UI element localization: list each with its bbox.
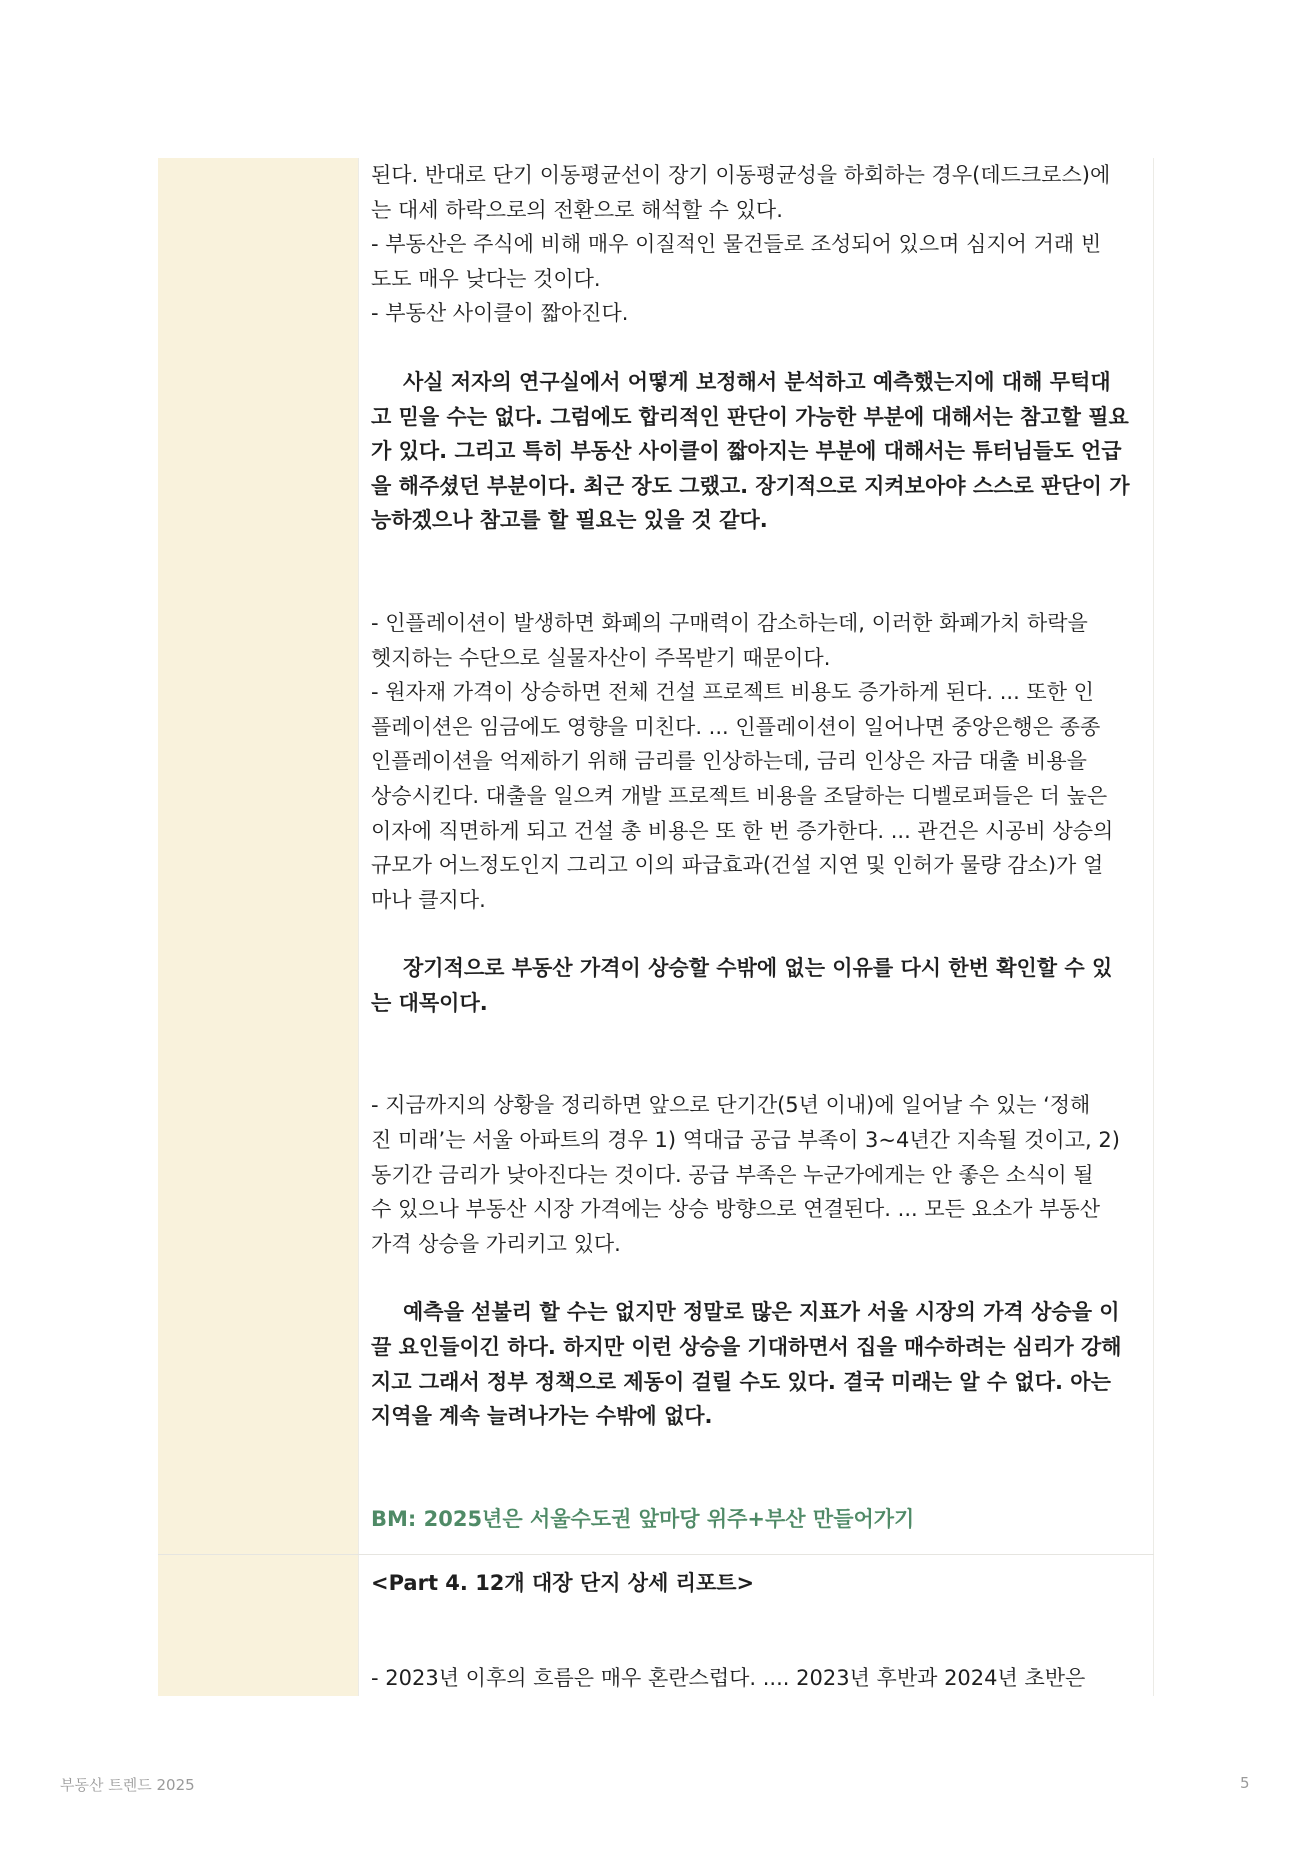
text-line: - 원자재 가격이 상승하면 전체 건설 프로젝트 비용도 증가하게 된다. ... 또한 인 <box>371 680 1094 705</box>
text-line: 플레이션은 임금에도 영향을 미친다. ... 인플레이션이 일어나면 중앙은행은 종종 <box>371 714 1101 739</box>
column-divider <box>358 158 359 1696</box>
text-line: 능하겠으나 참고를 할 필요는 있을 것 같다. <box>371 508 768 533</box>
paragraph-moving-average <box>371 158 1141 331</box>
text-line: 동기간 금리가 낮아진다는 것이다. 공급 부족은 누군가에게는 안 좋은 소식이 될 <box>371 1162 1094 1187</box>
part-title-text: <Part 4. 12개 대장 단지 상세 리포트> <box>371 1571 755 1595</box>
paragraph-future <box>371 1088 1141 1261</box>
text-line: 끌 요인들이긴 하다. 하지만 이런 상승을 기대하면서 집을 매수하려는 심리가 강해 <box>371 1335 1122 1360</box>
label-column <box>158 158 358 1696</box>
text-line: 는 대목이다. <box>371 990 488 1015</box>
text-line: 지역을 계속 늘려나가는 수밖에 없다. <box>371 1404 713 1429</box>
text-line: 이자에 직면하게 되고 건설 총 비용은 또 한 번 증가한다. ... 관건은 시공비 상승의 <box>371 818 1114 843</box>
text-line: 도도 매우 낮다는 것이다. <box>371 266 601 291</box>
notes-content <box>371 158 1141 1536</box>
text-line: 고 믿을 수는 없다. 그럼에도 합리적인 판단이 가능한 부분에 대해서는 참고할 필요 <box>371 404 1129 429</box>
text-line: - 지금까지의 상황을 정리하면 앞으로 단기간(5년 이내)에 일어날 수 있는 ‘정해 <box>371 1093 1091 1118</box>
text-line: - 2023년 이후의 흐름은 매우 혼란스럽다. .... 2023년 후반과 2024년 초반은 <box>371 1665 1086 1690</box>
text-line: - 인플레이션이 발생하면 화폐의 구매력이 감소하는데, 이러한 화폐가치 하락을 <box>371 610 1088 635</box>
text-line: 진 미래’는 서울 아파트의 경우 1) 역대급 공급 부족이 3~4년간 지속될 것이고, 2) <box>371 1128 1120 1153</box>
footer-title: 부동산 트렌드 2025 <box>60 1776 195 1794</box>
part4-content <box>371 1566 1141 1695</box>
notes-table <box>158 158 1154 1696</box>
bm-line <box>371 1502 1141 1537</box>
text-line: 된다. 반대로 단기 이동평균선이 장기 이동평균성을 하회하는 경우(데드크로스)에 <box>371 163 1111 187</box>
text-line: 마나 클지다. <box>371 887 486 912</box>
table-right-border <box>1153 158 1154 1696</box>
text-line: 인플레이션을 억제하기 위해 금리를 인상하는데, 금리 인상은 자금 대출 비용을 <box>371 749 1087 774</box>
text-line: 장기적으로 부동산 가격이 상승할 수밖에 없는 이유를 다시 한번 확인할 수 있 <box>403 956 1113 981</box>
text-line: 헷지하는 수단으로 실물자산이 주목받기 때문이다. <box>371 645 831 670</box>
text-line: 상승시킨다. 대출을 일으켜 개발 프로젝트 비용을 조달하는 디벨로퍼들은 더 높은 <box>371 783 1108 808</box>
text-line: - 부동산은 주식에 비해 매우 이질적인 물건들로 조성되어 있으며 심지어 거래 빈 <box>371 232 1102 257</box>
commentary-forecast <box>371 1295 1141 1433</box>
text-line: - 부동산 사이클이 짧아진다. <box>371 301 629 326</box>
text-line: 는 대세 하락으로의 전환으로 해석할 수 있다. <box>371 197 783 222</box>
text-line: 규모가 어느정도인지 그리고 이의 파급효과(건설 지연 및 인허가 물량 감소)가 얼 <box>371 853 1104 878</box>
text-line: 사실 저자의 연구실에서 어떻게 보정해서 분석하고 예측했는지에 대해 무턱대 <box>403 369 1111 394</box>
text-line: 지고 그래서 정부 정책으로 제동이 걸릴 수도 있다. 결국 미래는 알 수 없다. 아는 <box>371 1369 1111 1394</box>
page-number: 5 <box>1240 1774 1250 1792</box>
commentary-cycle <box>371 365 1141 538</box>
text-line: 예측을 섣불리 할 수는 없지만 정말로 많은 지표가 서울 시장의 가격 상승을 이 <box>403 1300 1120 1325</box>
text-line: 을 해주셨던 부분이다. 최근 장도 그랬고. 장기적으로 지켜보아야 스스로 판단이 가 <box>371 473 1130 498</box>
paragraph-inflation <box>371 606 1141 917</box>
paragraph-2023-flow <box>371 1661 1141 1696</box>
text-line: 가격 상승을 가리키고 있다. <box>371 1231 621 1256</box>
commentary-long-term <box>371 951 1141 1020</box>
text-line: 수 있으나 부동산 시장 가격에는 상승 방향으로 연결된다. ... 모든 요소가 부동산 <box>371 1197 1100 1222</box>
bm-text: BM: 2025년은 서울수도권 앞마당 위주+부산 만들어가기 <box>371 1506 915 1531</box>
part-title <box>371 1566 1141 1601</box>
row-divider <box>158 1554 1154 1555</box>
text-line: 가 있다. 그리고 특히 부동산 사이클이 짧아지는 부분에 대해서는 튜터님들도 언급 <box>371 439 1122 464</box>
